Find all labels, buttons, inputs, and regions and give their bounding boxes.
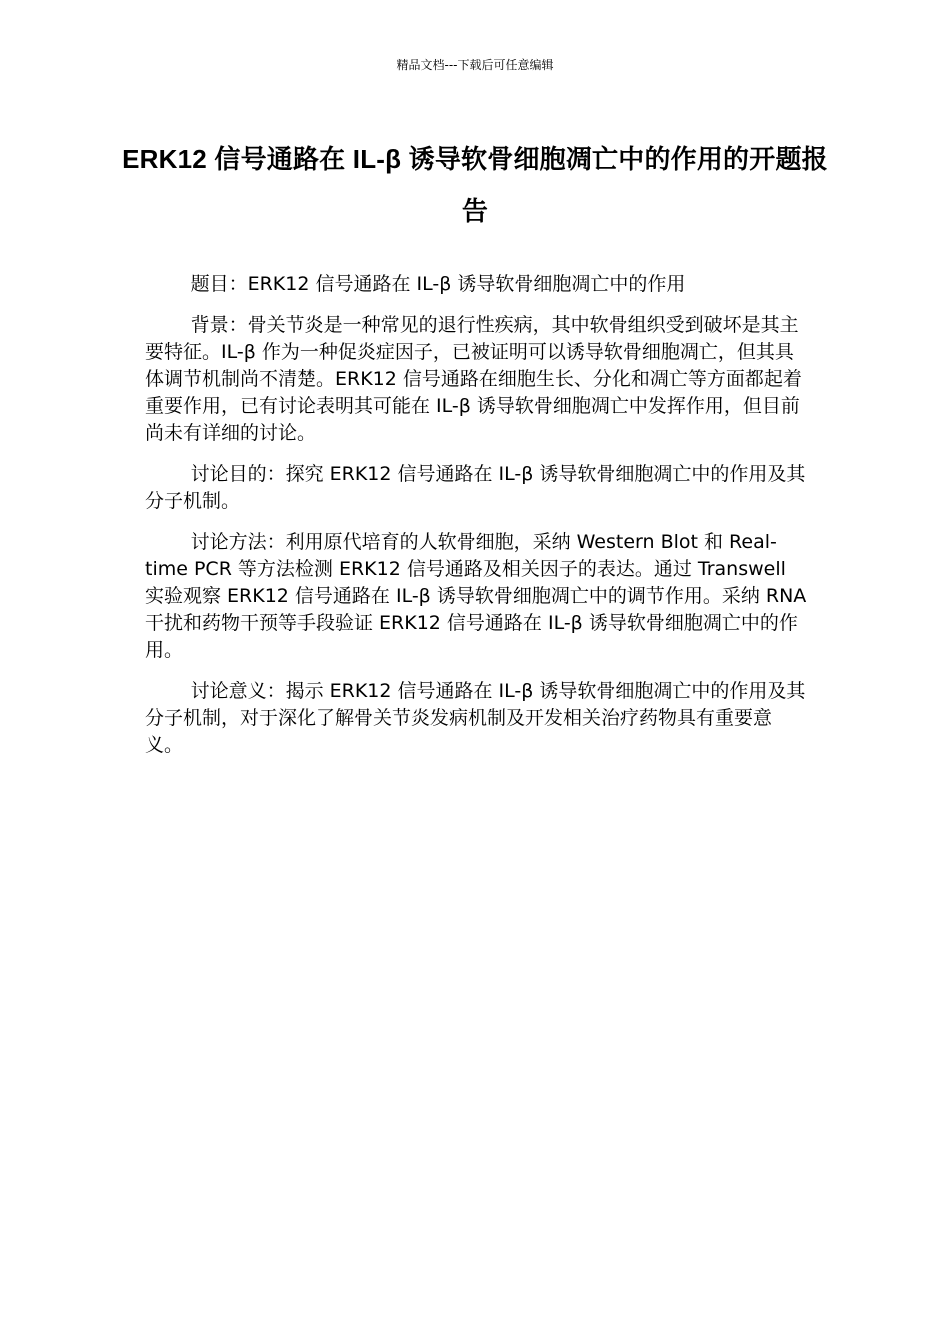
paragraph-topic: 题目：ERK12 信号通路在 IL-β 诱导软骨细胞凋亡中的作用 — [190, 273, 686, 295]
paragraph-significance: 讨论意义：揭示 ERK12 信号通路在 IL-β 诱导软骨细胞凋亡中的作用及其分子机制，对于深化了解骨关节炎发病机制及开发相关治疗药物具有重要意义。 — [145, 680, 806, 756]
paragraph-objective: 讨论目的：探究 ERK12 信号通路在 IL-β 诱导软骨细胞凋亡中的作用及其分子机制。 — [145, 463, 806, 512]
paragraph-background: 背景：骨关节炎是一种常见的退行性疾病，其中软骨组织受到破坏是其主要特征。IL-β 作为一种促炎症因子，已被证明可以诱导软骨细胞凋亡，但其具体调节机制尚不清楚。ERK12 信号通路在细胞生长、分化和凋亡等方面都起着重要作用，已有讨论表明其可能在 IL-β 诱导软骨细胞凋亡中发挥作用，但目前尚未有详细的讨论。 — [145, 314, 802, 444]
document-body — [145, 271, 809, 773]
paragraph-methods: 讨论方法：利用原代培育的人软骨细胞，采纳 Western Blot 和 Real-time PCR 等方法检测 ERK12 信号通路及相关因子的表达。通过 Transwell 实验观察 ERK12 信号通路在 IL-β 诱导软骨细胞凋亡中的调节作用。采纳 RNA 干扰和药物干预等手段验证 ERK12 信号通路在 IL-β 诱导软骨细胞凋亡中的作用。 — [145, 531, 807, 661]
document-title: ERK12 信号通路在 IL-β 诱导软骨细胞凋亡中的作用的开题报告 — [122, 144, 828, 226]
page-header-note: 精品文档---下载后可任意编辑 — [396, 58, 554, 72]
